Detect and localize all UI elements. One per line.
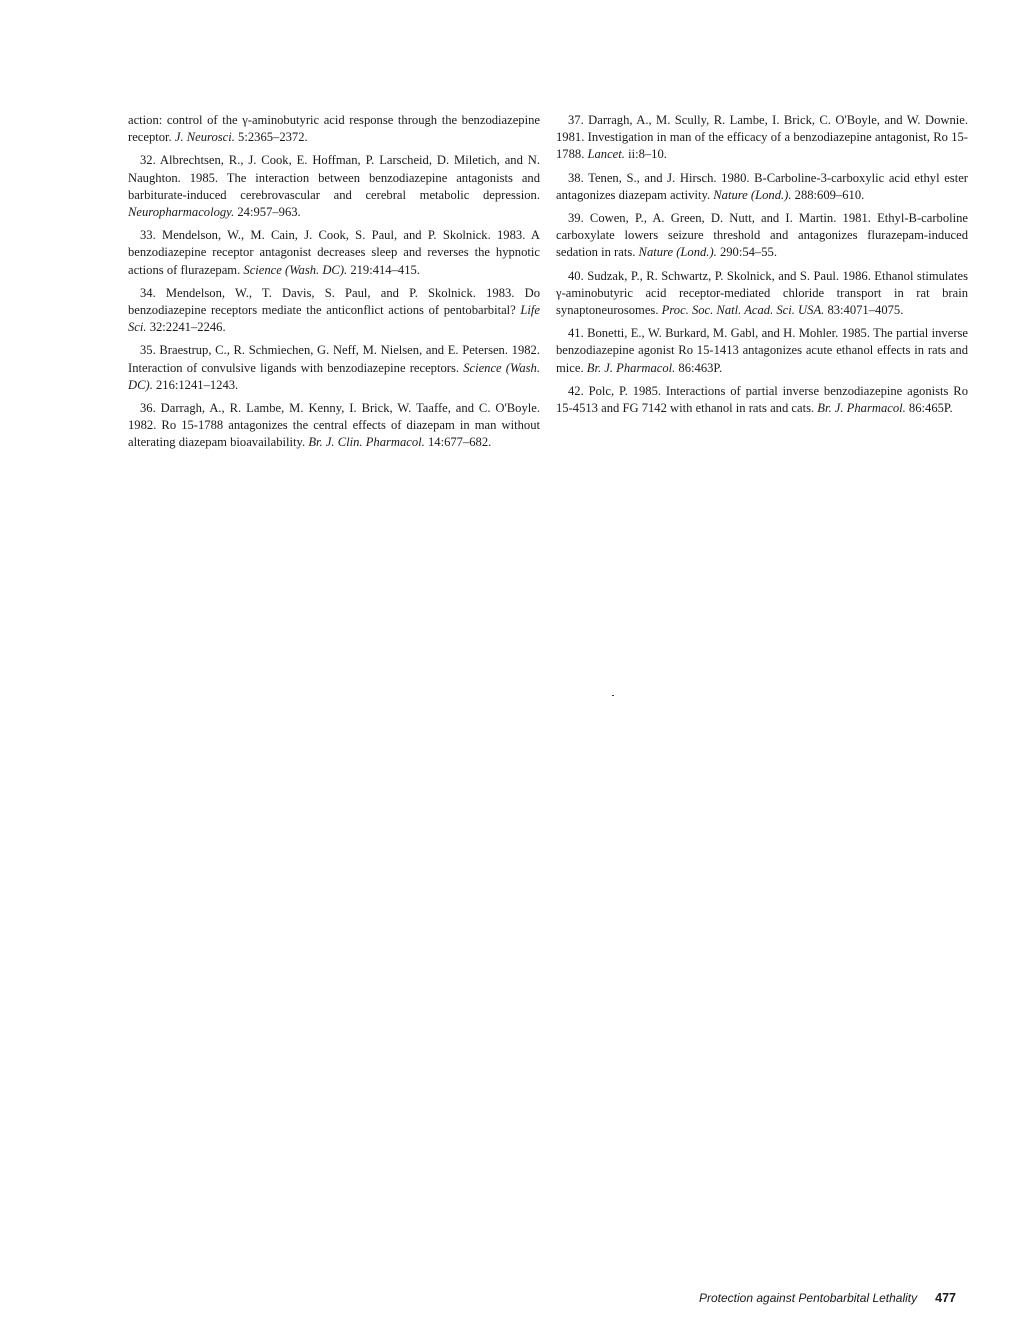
reference-41: 41. Bonetti, E., W. Burkard, M. Gabl, and H. Mohler. 1985. The partial inverse benzodiazepine agonist Ro 15-1413 antagonizes acute ethanol effects in rats and mice. Br. J. Pharmacol. 86:463P. <box>556 326 968 375</box>
reference-40: 40. Sudzak, P., R. Schwartz, P. Skolnick, and S. Paul. 1986. Ethanol stimulates γ-aminobutyric acid receptor-mediated chloride transport in rat brain synaptoneurosomes. Proc. Soc. Natl. Acad. Sci. USA. 83:4071–4075. <box>556 268 968 318</box>
reference-39: 39. Cowen, P., A. Green, D. Nutt, and I. Martin. 1981. Ethyl-B-carboline carboxylate lowers seizure threshold and antagonizes flurazepam-induced sedation in rats. Nature (Lond.). 290:54–55. <box>556 211 968 260</box>
reference-34: 34. Mendelson, W., T. Davis, S. Paul, and P. Skolnick. 1983. Do benzodiazepine receptors mediate the anticonflict actions of pentobarbital? Life Sci. 32:2241–2246. <box>128 285 540 335</box>
reference-36: 36. Darragh, A., R. Lambe, M. Kenny, I. Brick, W. Taaffe, and C. O'Boyle. 1982. Ro 15-1788 antagonizes the central effects of diazepam in man without alterating diazepam bioavailability. Br. J. Clin. Pharmacol. 14:677–682. <box>128 401 540 450</box>
left-column <box>128 112 540 458</box>
page-footer <box>0 1291 956 1306</box>
page-number: 477 <box>935 1291 956 1305</box>
stray-mark <box>612 695 614 696</box>
reference-31-continued: action: control of the γ-aminobutyric acid response through the benzodiazepine receptor. J. Neurosci. 5:2365–2372. <box>128 113 540 145</box>
right-column <box>556 112 968 423</box>
reference-32: 32. Albrechtsen, R., J. Cook, E. Hoffman, P. Larscheid, D. Miletich, and N. Naughton. 1985. The interaction between benzodiazepine antagonists and barbiturate-induced cerebrovascular and cerebral metabolic depression. Neuropharmacology. 24:957–963. <box>128 153 540 220</box>
reference-37: 37. Darragh, A., M. Scully, R. Lambe, I. Brick, C. O'Boyle, and W. Downie. 1981. Investigation in man of the efficacy of a benzodiazepine antagonist, Ro 15-1788. Lancet. ii:8–10. <box>556 113 968 162</box>
reference-38: 38. Tenen, S., and J. Hirsch. 1980. B-Carboline-3-carboxylic acid ethyl ester antagonizes diazepam activity. Nature (Lond.). 288:609–610. <box>556 170 968 202</box>
running-title: Protection against Pentobarbital Lethality <box>699 1291 918 1305</box>
reference-33: 33. Mendelson, W., M. Cain, J. Cook, S. Paul, and P. Skolnick. 1983. A benzodiazepine receptor antagonist decreases sleep and reverses the hypnotic actions of flurazepam. Science (Wash. DC). 219:414–415. <box>128 228 540 277</box>
reference-42: 42. Polc, P. 1985. Interactions of partial inverse benzodiazepine agonists Ro 15-4513 and FG 7142 with ethanol in rats and cats. Br. J. Pharmacol. 86:465P. <box>556 383 968 416</box>
reference-35: 35. Braestrup, C., R. Schmiechen, G. Neff, M. Nielsen, and E. Petersen. 1982. Interaction of convulsive ligands with benzodiazepine receptors. Science (Wash. DC). 216:1241–1243. <box>128 343 540 392</box>
